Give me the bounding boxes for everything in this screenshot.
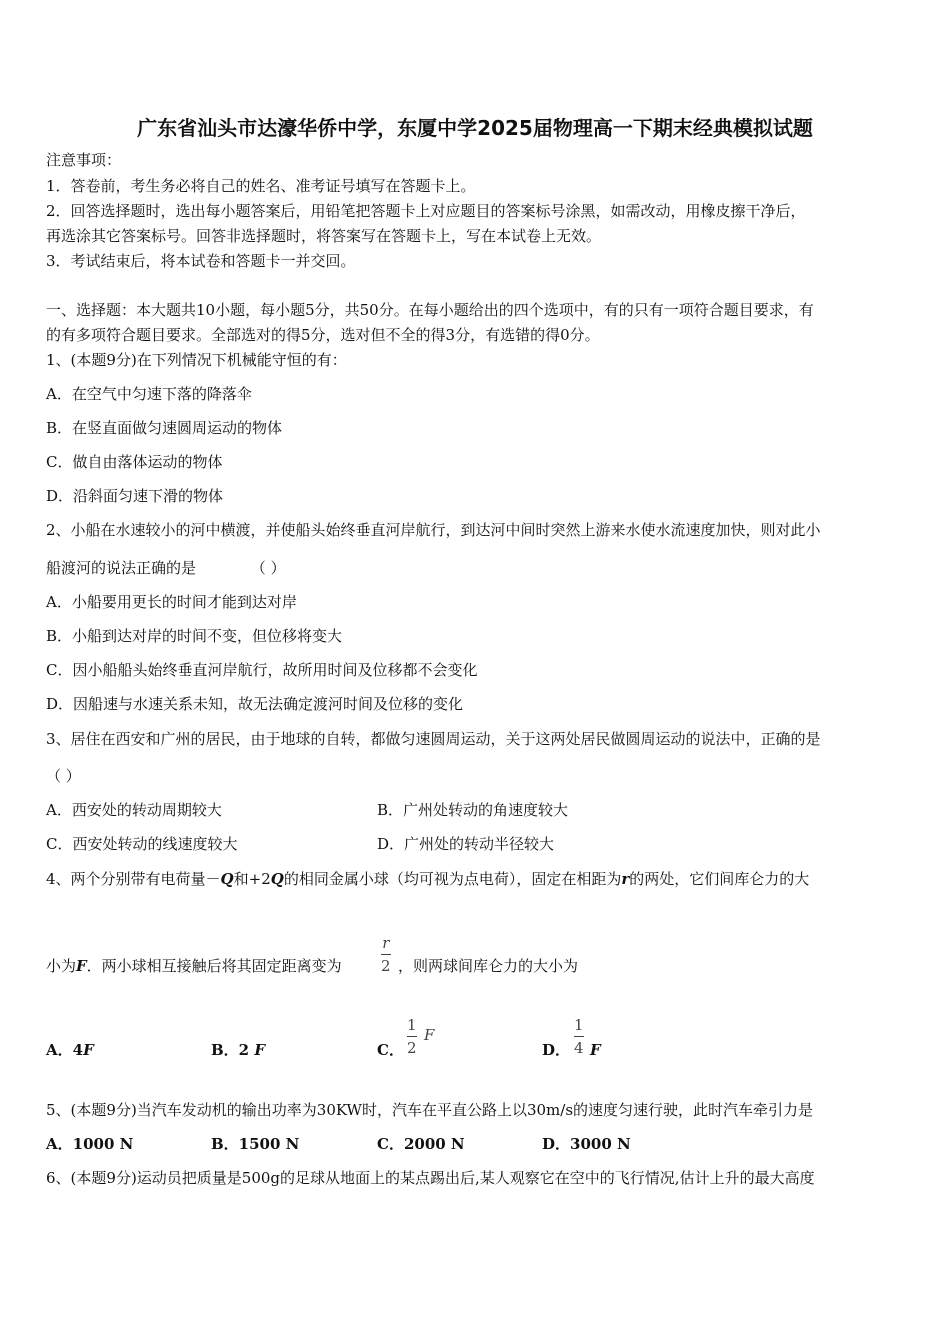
q3-stem-line1: 3、居住在西安和广州的居民，由于地球的自转，都做匀速圆周运动，关于这两处居民做圆周运动的说法中，正确的是 <box>46 730 821 748</box>
q4-var-q: Q <box>270 870 284 888</box>
q4-stem-tail: ，则两球间库仑力的大小为 <box>398 957 579 975</box>
q4-option-a <box>46 1041 94 1059</box>
q5-stem: 5、(本题9分)当汽车发动机的输出功率为30KW时，汽车在平直公路上以30m/s的速度匀速行驶，此时汽车牵引力是 <box>46 1101 814 1119</box>
q1-option-d: D．沿斜面匀速下滑的物体 <box>46 487 224 505</box>
q4-option-c-var: F <box>424 1026 435 1044</box>
fraction-numerator: r <box>382 934 390 952</box>
q4-option-d-fraction <box>574 1015 584 1058</box>
q4-var-f: F <box>254 1041 265 1059</box>
q3-option-d: D．广州处的转动半径较大 <box>377 835 555 853</box>
q4-var-r: r <box>621 870 630 888</box>
q2-option-d: D．因船速与水速关系未知，故无法确定渡河时间及位移的变化 <box>46 695 464 713</box>
q4-var-f: F <box>83 1041 94 1059</box>
q2-stem-line2 <box>46 559 286 577</box>
notice-item: 1．答卷前，考生务必将自己的姓名、准考证号填写在答题卡上。 <box>46 177 476 195</box>
section-instructions-line1: 一、选择题：本大题共10小题，每小题5分，共50分。在每小题给出的四个选项中，有的只有一项符合题目要求，有 <box>46 301 814 319</box>
q1-option-b: B．在竖直面做匀速圆周运动的物体 <box>46 419 283 437</box>
fraction-bar <box>574 1036 584 1037</box>
q5-option-d: D．3000 N <box>542 1135 631 1153</box>
section-instructions-line2: 的有多项符合题目要求。全部选对的得5分，选对但不全的得3分，有选错的得0分。 <box>46 326 600 344</box>
q1-option-a: A．在空气中匀速下落的降落伞 <box>46 385 252 403</box>
notice-item: 3．考试结束后，将本试卷和答题卡一并交回。 <box>46 252 356 270</box>
notice-item: 再选涂其它答案标号。回答非选择题时，将答案写在答题卡上，写在本试卷上无效。 <box>46 227 602 245</box>
answer-paren: （ ） <box>250 559 286 577</box>
q4-text: ．两小球相互接触后将其固定距离变为 <box>86 957 342 975</box>
fraction-numerator: 1 <box>574 1016 584 1034</box>
fraction-numerator: 1 <box>407 1016 417 1034</box>
q2-option-c: C．因小船船头始终垂直河岸航行，故所用时间及位移都不会变化 <box>46 661 478 679</box>
q4-text: 的两处，它们间库仑力的大 <box>629 870 810 888</box>
q4-option-d-label: D． <box>542 1041 571 1059</box>
q3-option-a: A．西安处的转动周期较大 <box>46 801 222 819</box>
q5-option-b: B．1500 N <box>211 1135 300 1153</box>
q5-option-c: C．2000 N <box>377 1135 465 1153</box>
q4-option-c-label: C． <box>377 1041 404 1059</box>
fraction-bar <box>381 954 391 955</box>
q4-fraction-r-over-2 <box>381 933 391 976</box>
fraction-denominator: 4 <box>574 1039 584 1057</box>
q2-stem-line1: 2、小船在水速较小的河中横渡，并使船头始终垂直河岸航行，到达河中间时突然上游来水使水流速度加快，则对此小 <box>46 521 821 539</box>
q1-stem: 1、(本题9分)在下列情况下机械能守恒的有： <box>46 351 347 369</box>
q4-var-f: F <box>76 957 87 975</box>
option-label: B．2 <box>211 1041 255 1059</box>
q4-option-d-var: F <box>590 1041 601 1059</box>
fraction-bar <box>407 1036 417 1037</box>
q1-option-c: C．做自由落体运动的物体 <box>46 453 223 471</box>
notice-heading: 注意事项： <box>46 151 122 169</box>
q4-var-q: Q <box>220 870 234 888</box>
q6-stem: 6、(本题9分)运动员把质量是500g的足球从地面上的某点踢出后,某人观察它在空中的飞行情况,估计上升的最大高度 <box>46 1169 815 1187</box>
q4-option-b <box>211 1041 265 1059</box>
q4-option-c-fraction <box>407 1015 417 1058</box>
q4-stem-line2 <box>46 957 342 975</box>
q3-option-c: C．西安处转动的线速度较大 <box>46 835 238 853</box>
fraction-denominator: 2 <box>407 1039 417 1057</box>
fraction-denominator: 2 <box>381 957 391 975</box>
q4-text: 小为 <box>46 957 77 975</box>
q2-option-b: B．小船到达对岸的时间不变，但位移将变大 <box>46 627 343 645</box>
option-label: A．4 <box>46 1041 84 1059</box>
q5-option-a: A．1000 N <box>46 1135 134 1153</box>
q2-option-a: A．小船要用更长的时间才能到达对岸 <box>46 593 297 611</box>
q3-stem-line2: （ ） <box>46 767 81 785</box>
q4-text: 4、两个分别带有电荷量－ <box>46 870 221 888</box>
q4-stem-line1 <box>46 870 809 888</box>
q3-option-b: B．广州处转动的角速度较大 <box>377 801 569 819</box>
page-title: 广东省汕头市达濠华侨中学，东厦中学2025届物理高一下期末经典模拟试题 <box>137 116 813 140</box>
notice-item: 2．回答选择题时，选出每小题答案后，用铅笔把答题卡上对应题目的答案标号涂黑，如需改动，用橡皮擦干净后， <box>46 202 806 220</box>
q4-text: 的相同金属小球（均可视为点电荷），固定在相距为 <box>283 870 622 888</box>
q2-stem-text: 船渡河的说法正确的是 <box>46 559 197 577</box>
q4-text: 和+2 <box>233 870 271 888</box>
